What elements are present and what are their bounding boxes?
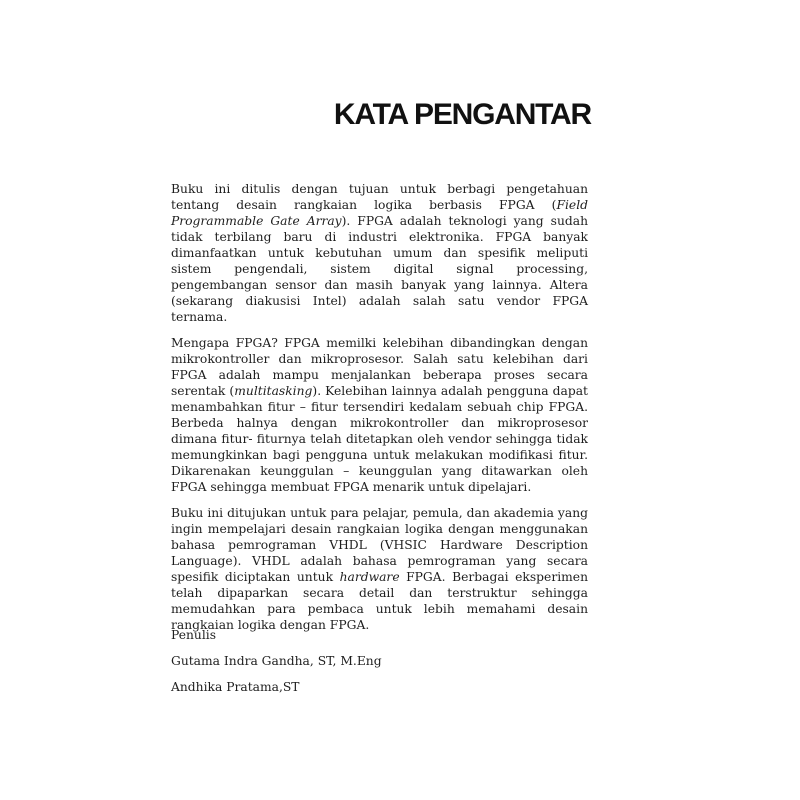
paragraph-1 — [171, 181, 588, 325]
paragraph-2-text-b: ). Kelebihan lainnya adalah pengguna dapat menambahkan fitur – fitur tersendiri kedalam sebuah chip FPGA. Berbeda halnya dengan mikrokontroller dan mikroprosesor dimana fitur- fiturnya telah ditetapkan oleh vendor sehingga tidak memungkinkan bagi pengguna untuk melakukan modifikasi fitur. Dikarenakan keunggulan – keunggulan yang ditawarkan oleh FPGA sehingga membuat FPGA menarik untuk dipelajari. — [171, 384, 589, 494]
paragraph-1-text-b: ). FPGA adalah teknologi yang sudah tidak terbilang baru di industri elektronika. FPGA banyak dimanfaatkan untuk kebutuhan umum dan spesifik meliputi sistem pengendali, sistem digital signal processing, pengembangan sensor dan masih banyak yang lainnya. Altera (sekarang diakusisi Intel) adalah salah satu vendor FPGA ternama. — [171, 214, 588, 324]
paragraph-2-term-multitasking: multitasking — [234, 384, 313, 398]
foreword-body — [171, 181, 588, 643]
author-name: Andhika Pratama,ST — [171, 680, 300, 694]
page-title: KATA PENGANTAR — [333, 98, 591, 131]
paragraph-3 — [171, 505, 588, 633]
paragraph-3-term-hardware: hardware — [339, 570, 400, 584]
paragraph-3-text-b: FPGA. Berbagai eksperimen telah dipaparkan secara detail dan terstruktur sehingga memudahkan para pembaca untuk lebih memahami desain rangkaian logika dengan FPGA. — [171, 570, 588, 632]
author-name: Gutama Indra Gandha, ST, M.Eng — [171, 654, 382, 668]
paragraph-2-text-a: Mengapa FPGA? FPGA memilki kelebihan dibandingkan dengan mikrokontroller dan mikroprosesor. Salah satu kelebihan dari FPGA adalah mampu menjalankan beberapa proses secara serentak ( — [171, 336, 588, 398]
paragraph-1-text-a: Buku ini ditulis dengan tujuan untuk berbagi pengetahuan tentang desain rangkaian logika berbasis FPGA ( — [171, 182, 588, 212]
paragraph-1-term-fpga: Field Programmable Gate Array — [171, 198, 588, 228]
signature-label: Penulis — [171, 628, 217, 642]
signature-block — [171, 627, 382, 705]
paragraph-3-text-a: Buku ini ditujukan untuk para pelajar, pemula, dan akademia yang ingin mempelajari desain rangkaian logika dengan menggunakan bahasa pemrograman VHDL (VHSIC Hardware Description Language). VHDL adalah bahasa pemrograman yang secara spesifik diciptakan untuk — [171, 506, 588, 584]
paragraph-2 — [171, 335, 588, 495]
